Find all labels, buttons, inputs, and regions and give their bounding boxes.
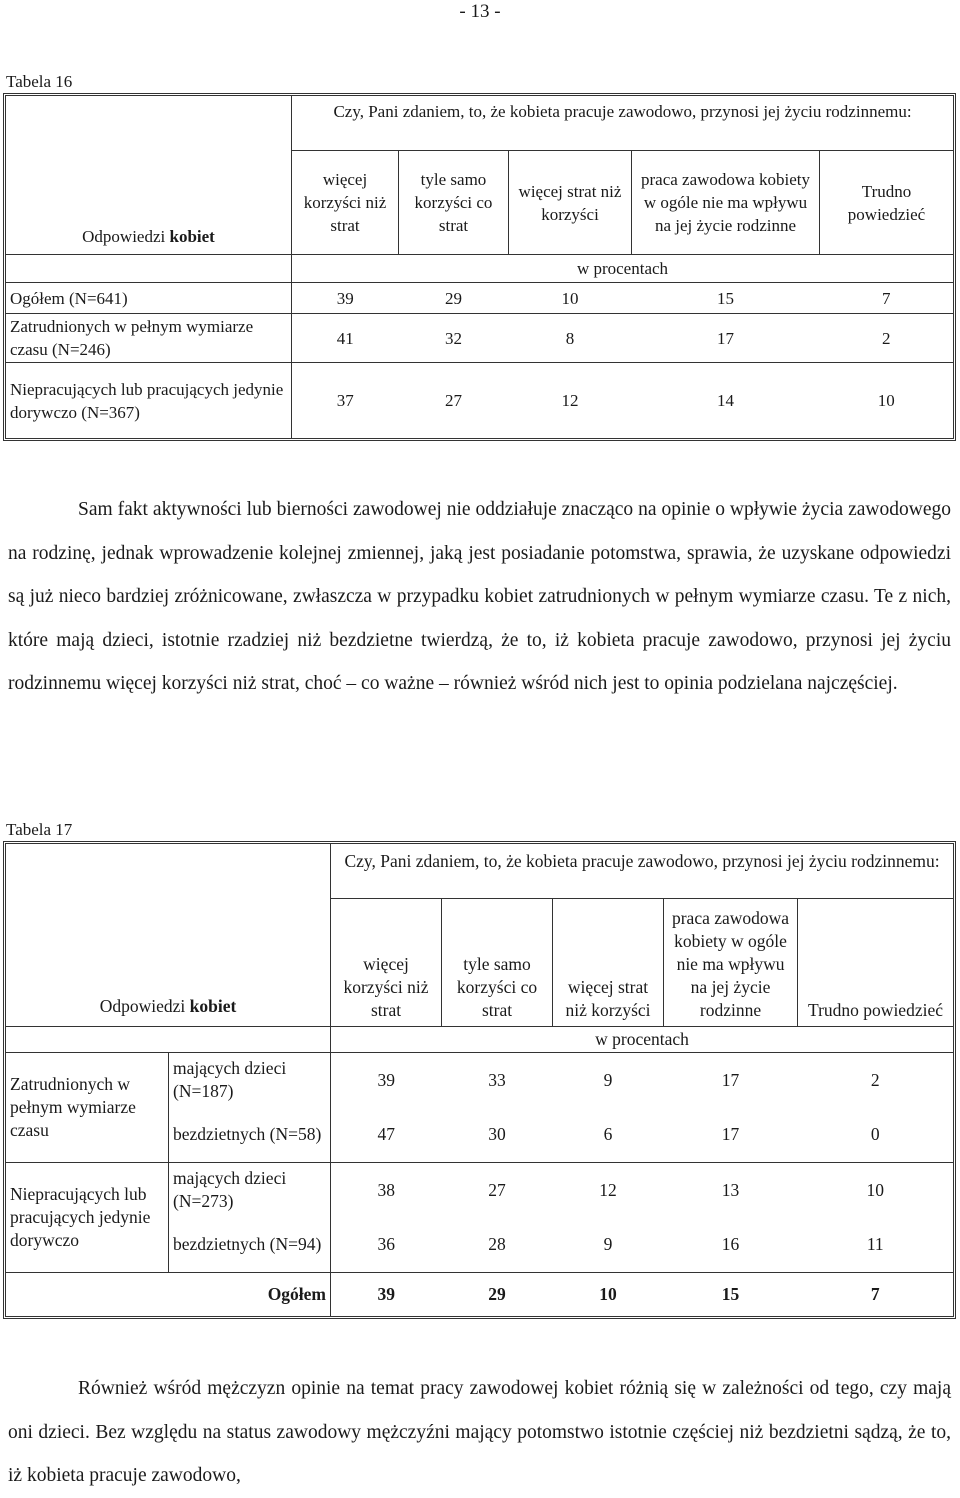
table-16 — [5, 95, 954, 439]
table-row: Niepracujących lub pracujących jedynie dorywczo (N=367) 37 27 12 14 10 — [6, 363, 954, 439]
table-row: Ogółem (N=641) 39 29 10 15 7 — [6, 283, 954, 314]
col-more-benefits: więcej korzyści niż strat — [292, 151, 399, 255]
table-17 — [5, 843, 954, 1317]
question-header: Czy, Pani zdaniem, to, że kobieta pracuje zawodowo, przynosi jej życiu rodzinnemu: — [292, 96, 954, 151]
unit-label: w procentach — [331, 1027, 954, 1053]
col-equal: tyle samo korzyści co strat — [442, 899, 553, 1027]
col-equal: tyle samo korzyści co strat — [399, 151, 509, 255]
col-hard-to-say: Trudno powiedzieć — [847, 181, 926, 224]
question-header: Czy, Pani zdaniem, to, że kobieta pracuje zawodowo, przynosi jej życiu rodzinnemu: — [331, 844, 954, 899]
col-more-benefits: więcej korzyści niż strat — [331, 899, 442, 1027]
col-more-losses: więcej strat niż korzyści — [553, 899, 664, 1027]
group-employed: Zatrudnionych w pełnym wymiarze czasu — [6, 1053, 169, 1163]
table-row: Niepracujących lub pracujących jedynie dorywczo mających dzieci (N=273) 38 27 12 13 10 — [6, 1163, 954, 1218]
page-number: - 13 - — [459, 1, 501, 22]
col-hard-to-say: Trudno powiedzieć — [808, 1000, 943, 1020]
row-header: Odpowiedzi kobiet — [6, 96, 292, 255]
unit-label: w procentach — [292, 255, 954, 283]
col-no-impact: praca zawodowa kobiety w ogóle nie ma wpływu na jej życie rodzinne — [664, 899, 798, 1027]
table16-caption: Tabela 16 — [6, 72, 73, 91]
col-more-losses: więcej strat niż korzyści — [509, 151, 632, 255]
table-row: Zatrudnionych w pełnym wymiarze czasu (N=246) 41 32 8 17 2 — [6, 314, 954, 363]
table-row: Zatrudnionych w pełnym wymiarze czasu mających dzieci (N=187) 39 33 9 17 2 — [6, 1053, 954, 1108]
paragraph-2: Również wśród mężczyzn opinie na temat pracy zawodowej kobiet różnią się w zależności od tego, czy mają oni dzieci. Bez względu na status zawodowy mężczyźni mający potomstwo istotnie częściej niż bezdzietni sądzą, że to, iż kobieta pracuje zawodowo, — [8, 1378, 951, 1486]
total-row: Ogółem 39 29 10 15 7 — [6, 1273, 954, 1317]
table-row: bezdzietnych (N=94) 36 28 9 16 11 — [6, 1218, 954, 1273]
table17-caption: Tabela 17 — [6, 820, 73, 839]
paragraph-1: Sam fakt aktywności lub bierności zawodowej nie oddziałuje znacząco na opinie o wpływie życia zawodowego na rodzinę, jednak wprowadzenie kolejnej zmiennej, jaką jest posiadanie potomstwa, sprawia, że uzyskane odpowiedzi są już nieco bardziej zróżnicowane, zwłaszcza w przypadku kobiet zatrudnionych w pełnym wymiarze czasu. Te z nich, które mają dzieci, istotnie rzadziej niż bezdzietne twierdzą, że to, iż kobieta pracuje zawodowo, przynosi jej życiu rodzinnemu więcej korzyści niż strat, choć – co ważne – również wśród nich jest to opinia podzielana najczęściej. — [8, 499, 951, 694]
col-no-impact: praca zawodowa kobiety w ogóle nie ma wpływu na jej życie rodzinne — [632, 151, 820, 255]
table-row: bezdzietnych (N=58) 47 30 6 17 0 — [6, 1108, 954, 1163]
row-header: Odpowiedzi kobiet — [6, 844, 331, 1027]
group-not-employed: Niepracujących lub pracujących jedynie dorywczo — [6, 1163, 169, 1273]
